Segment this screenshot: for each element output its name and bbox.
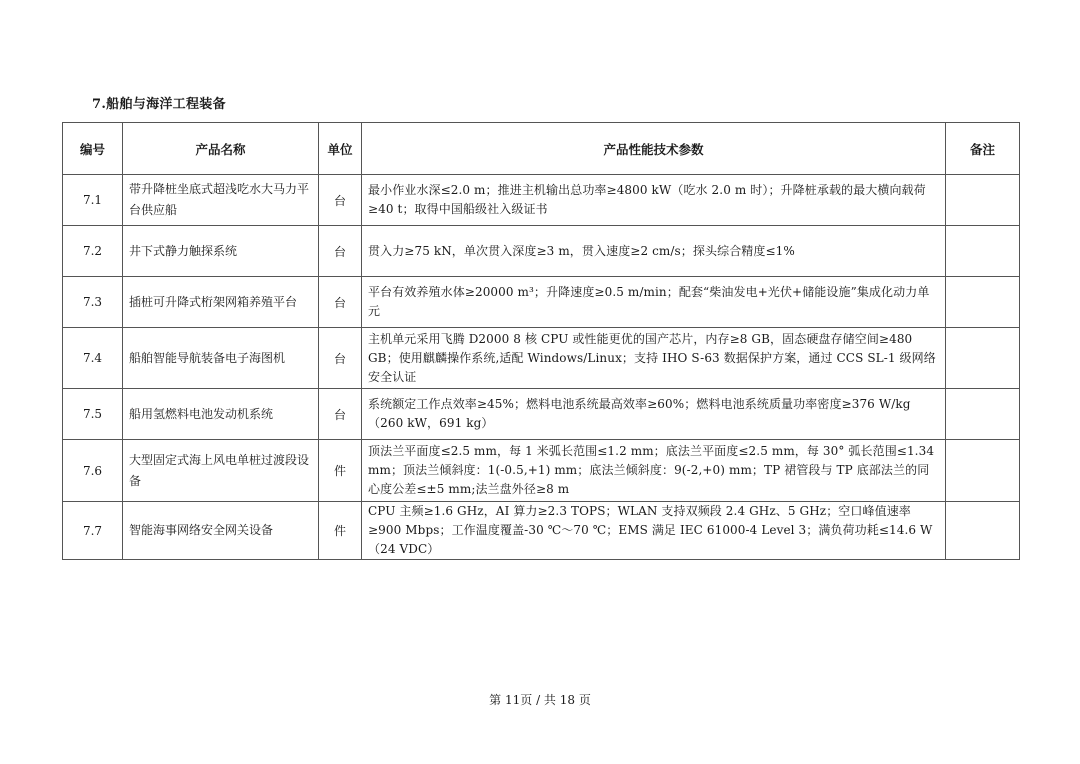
row-product-name: 船用氢燃料电池发动机系统 [123, 389, 319, 440]
row-params: 最小作业水深≤2.0 m；推进主机输出总功率≥4800 kW（吃水 2.0 m 时）；升降桩承载的最大横向载荷≥40 t；取得中国船级社入级证书 [362, 175, 946, 226]
row-product-name: 智能海事网络安全网关设备 [123, 502, 319, 560]
row-product-name: 井下式静力触探系统 [123, 226, 319, 277]
row-product-name: 带升降桩坐底式超浅吃水大马力平台供应船 [123, 175, 319, 226]
row-product-name: 船舶智能导航装备电子海图机 [123, 328, 319, 389]
row-note [946, 175, 1020, 226]
row-unit: 台 [319, 175, 362, 226]
table-row [63, 277, 1020, 328]
row-id: 7.1 [63, 175, 123, 226]
row-note [946, 226, 1020, 277]
row-note [946, 440, 1020, 502]
section-title: 7.船舶与海洋工程装备 [92, 97, 226, 112]
row-unit: 台 [319, 328, 362, 389]
row-params: CPU 主频≥1.6 GHz，AI 算力≥2.3 TOPS；WLAN 支持双频段 2.4 GHz、5 GHz；空口峰值速率≥900 Mbps；工作温度覆盖-30 ℃～70 ℃；EMS 满足 IEC 61000-4 Level 3；满负荷功耗≤14.6 W（24 VDC） [362, 502, 946, 560]
table-row [63, 502, 1020, 560]
row-params: 系统额定工作点效率≥45%；燃料电池系统最高效率≥60%；燃料电池系统质量功率密度≥376 W/kg（260 kW，691 kg） [362, 389, 946, 440]
row-id: 7.6 [63, 440, 123, 502]
header-params: 产品性能技术参数 [362, 123, 946, 175]
row-note [946, 277, 1020, 328]
table-header-row [63, 123, 1020, 175]
header-unit: 单位 [319, 123, 362, 175]
row-unit: 台 [319, 277, 362, 328]
row-id: 7.7 [63, 502, 123, 560]
header-product-name: 产品名称 [123, 123, 319, 175]
row-id: 7.3 [63, 277, 123, 328]
row-unit: 台 [319, 226, 362, 277]
row-unit: 台 [319, 389, 362, 440]
row-params: 顶法兰平面度≤2.5 mm，每 1 米弧长范围≤1.2 mm；底法兰平面度≤2.5 mm，每 30° 弧长范围≤1.34 mm；顶法兰倾斜度：1(-0.5,+1) mm；底法兰倾斜度：9(-2,+0) mm；TP 裙管段与 TP 底部法兰的同心度公差≤±5 mm;法兰盘外径≥8 m [362, 440, 946, 502]
table-row [63, 440, 1020, 502]
table-row [63, 226, 1020, 277]
row-note [946, 328, 1020, 389]
row-id: 7.4 [63, 328, 123, 389]
header-note: 备注 [946, 123, 1020, 175]
row-product-name: 插桩可升降式桁架网箱养殖平台 [123, 277, 319, 328]
row-id: 7.5 [63, 389, 123, 440]
row-note [946, 502, 1020, 560]
table-row [63, 328, 1020, 389]
row-params: 主机单元采用飞腾 D2000 8 核 CPU 或性能更优的国产芯片，内存≥8 GB，固态硬盘存储空间≥480 GB；使用麒麟操作系统,适配 Windows/Linux；支持 IHO S-63 数据保护方案，通过 CCS SL-1 级网络安全认证 [362, 328, 946, 389]
row-unit: 件 [319, 440, 362, 502]
table-row [63, 175, 1020, 226]
row-params: 贯入力≥75 kN，单次贯入深度≥3 m，贯入速度≥2 cm/s；探头综合精度≤1% [362, 226, 946, 277]
row-params: 平台有效养殖水体≥20000 m³；升降速度≥0.5 m/min；配套“柴油发电+光伏+储能设施”集成化动力单元 [362, 277, 946, 328]
page-footer: 第 11页 / 共 18 页 [489, 693, 591, 707]
row-id: 7.2 [63, 226, 123, 277]
header-id: 编号 [63, 123, 123, 175]
row-unit: 件 [319, 502, 362, 560]
row-product-name: 大型固定式海上风电单桩过渡段设备 [123, 440, 319, 502]
table-row [63, 389, 1020, 440]
row-note [946, 389, 1020, 440]
spec-table [62, 122, 1020, 560]
